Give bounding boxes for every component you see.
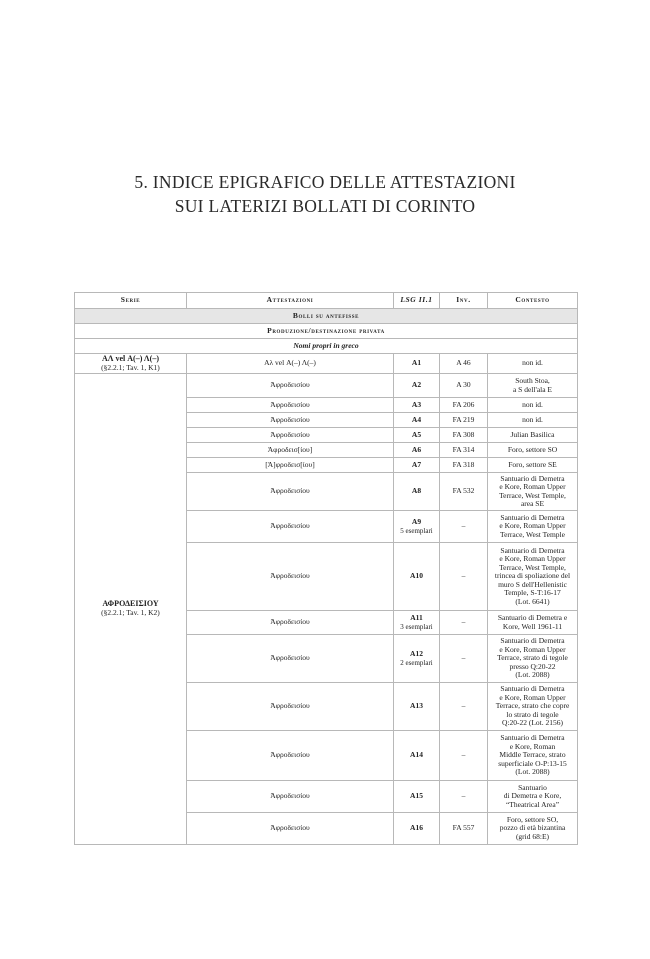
context-line: Foro, settore SO, <box>506 814 559 824</box>
context-line: Santuario di Demetra <box>500 512 565 522</box>
context-cell <box>488 683 578 731</box>
band-nomi: Nomi propri in greco <box>75 339 578 354</box>
header-contesto: Contesto <box>488 293 578 309</box>
context-cell <box>488 511 578 543</box>
lsg-code-cell <box>394 458 440 473</box>
serie-name: ΑΦΡΟΔΕΙΣΙΟΥ <box>102 599 159 609</box>
serie-cell <box>75 374 187 845</box>
context-line: (Lot. 2088) <box>515 670 550 680</box>
context-line: area SE <box>520 498 545 508</box>
inventory-cell: – <box>440 781 488 813</box>
inventory-cell: FA 206 <box>440 398 488 413</box>
context-line: Terrace, strato di tegole <box>497 653 568 663</box>
lsg-code-cell <box>394 413 440 428</box>
inventory-cell: FA 308 <box>440 428 488 443</box>
lsg-code: A13 <box>410 701 423 711</box>
attestazione-cell: Ἀφροδεισίου <box>187 413 394 428</box>
context-line: pozzo di età bizantina <box>499 823 566 833</box>
context-line: e Kore, Roman Upper <box>499 692 566 702</box>
context-cell <box>488 635 578 683</box>
context-line: a S dell'ala E <box>512 384 553 394</box>
context-line: non id. <box>522 358 543 368</box>
context-line: (grid 68:E) <box>515 831 550 841</box>
context-cell <box>488 374 578 398</box>
header-attestazioni: Attestazioni <box>187 293 394 309</box>
specimen-count: 3 esemplari <box>400 622 433 631</box>
context-line: Terrace, strato che copre <box>495 701 570 711</box>
lsg-code-cell <box>394 511 440 543</box>
lsg-code: A6 <box>411 444 422 454</box>
context-cell <box>488 611 578 635</box>
context-line: Santuario <box>518 782 547 792</box>
page-title <box>0 170 650 218</box>
context-cell <box>488 781 578 813</box>
lsg-code: A3 <box>411 399 422 409</box>
header-lsg: LSG II.1 <box>394 293 440 309</box>
context-cell <box>488 354 578 374</box>
attestazione-cell: Ἀφροδεισίου <box>187 635 394 683</box>
context-line: Terrace, West Temple, <box>499 490 566 500</box>
context-line: South Stoa, <box>515 376 550 386</box>
attestazione-cell: Ἀφροδεισίου <box>187 731 394 781</box>
context-line: muro S dell'Hellenistic <box>498 579 567 589</box>
lsg-code: A11 <box>410 612 423 622</box>
context-line: Terrace, West Temple, <box>499 562 566 572</box>
inventory-cell: FA 557 <box>440 813 488 845</box>
inventory-cell: – <box>440 731 488 781</box>
serie-name: ΑΛ vel Α(–) Λ(–) <box>101 353 159 363</box>
context-line: Santuario di Demetra e <box>497 613 568 623</box>
title-line-2: SUI LATERIZI BOLLATI DI CORINTO <box>174 196 476 216</box>
context-line: Kore, Well 1961-11 <box>502 621 563 631</box>
band-produzione: Produzione/destinazione privata <box>75 324 578 339</box>
attestazione-cell: Ἀφροδεισίου <box>187 398 394 413</box>
lsg-code-cell <box>394 731 440 781</box>
attestazione-cell: Αλ vel Α(–) Λ(–) <box>187 354 394 374</box>
lsg-code: A7 <box>411 459 422 469</box>
context-cell <box>488 398 578 413</box>
serie-ref: (§2.2.1; Tav. 1, K1) <box>101 362 160 372</box>
attestazione-cell: Ἀφροδεισίου <box>187 781 394 813</box>
context-line: e Kore, Roman Upper <box>499 644 566 654</box>
inventory-cell: – <box>440 635 488 683</box>
context-line: presso Q:20-22 <box>509 661 556 671</box>
context-line: Julian Basilica <box>510 429 555 439</box>
band-bolli: Bolli su antefisse <box>75 309 578 324</box>
lsg-code-cell <box>394 443 440 458</box>
context-line: lo strato di tegole <box>506 709 559 719</box>
header-inv: Inv. <box>440 293 488 309</box>
context-line: trincea di spoliazione del <box>494 571 571 581</box>
lsg-code: A10 <box>410 571 423 581</box>
inventory-cell: – <box>440 511 488 543</box>
serie-ref: (§2.2.1; Tav. 1, K2) <box>101 608 160 617</box>
context-line: di Demetra e Kore, <box>503 791 562 801</box>
lsg-code-cell <box>394 473 440 511</box>
lsg-code: A5 <box>411 429 422 439</box>
inventory-cell: – <box>440 543 488 611</box>
lsg-code: A15 <box>410 791 423 801</box>
lsg-code-cell <box>394 635 440 683</box>
lsg-code-cell <box>394 374 440 398</box>
attestazione-cell: Ἀφροδεισίου <box>187 473 394 511</box>
attestazione-cell: Ἀφροδεισίου <box>187 428 394 443</box>
inventory-cell: A 46 <box>440 354 488 374</box>
lsg-code: A2 <box>411 380 422 390</box>
lsg-code: A4 <box>411 414 422 424</box>
context-line: Santuario di Demetra <box>500 546 565 556</box>
context-line: non id. <box>522 399 543 409</box>
context-line: Terrace, West Temple <box>500 529 565 539</box>
context-line: superficiale O-P:13-15 <box>498 758 567 768</box>
lsg-code-cell <box>394 813 440 845</box>
attestazione-cell: [Ἀ]φροδεισ[ίου] <box>187 458 394 473</box>
context-line: e Kore, Roman Upper <box>499 521 566 531</box>
context-line: e Kore, Roman Upper <box>499 482 566 492</box>
context-cell <box>488 413 578 428</box>
context-cell <box>488 428 578 443</box>
header-serie: Serie <box>75 293 187 309</box>
specimen-count: 2 esemplari <box>400 658 433 667</box>
attestazione-cell: Ἀφροδεισίου <box>187 683 394 731</box>
context-line: e Kore, Roman <box>509 741 556 751</box>
attestazione-cell: Ἀφροδεισ[ίου] <box>187 443 394 458</box>
lsg-code-cell <box>394 354 440 374</box>
attestazione-cell: Ἀφροδεισίου <box>187 374 394 398</box>
lsg-code: A12 <box>410 648 423 658</box>
context-cell <box>488 443 578 458</box>
context-line: e Kore, Roman Upper <box>499 554 566 564</box>
header-row <box>75 293 578 309</box>
inventory-cell: FA 318 <box>440 458 488 473</box>
context-cell <box>488 543 578 611</box>
serie-cell <box>75 354 187 374</box>
context-line: Middle Terrace, strato <box>499 750 566 760</box>
table-row <box>75 354 578 374</box>
epigraphic-index-table <box>74 292 578 845</box>
context-cell <box>488 731 578 781</box>
context-line: Temple, S-T:16-17 <box>504 588 561 598</box>
context-line: Santuario di Demetra <box>500 473 565 483</box>
attestazione-cell: Ἀφροδεισίου <box>187 611 394 635</box>
lsg-code: A16 <box>410 823 423 833</box>
context-line: Foro, settore SO <box>507 444 558 454</box>
inventory-cell: FA 532 <box>440 473 488 511</box>
context-cell <box>488 473 578 511</box>
inventory-cell: FA 219 <box>440 413 488 428</box>
lsg-code-cell <box>394 781 440 813</box>
context-line: non id. <box>522 414 543 424</box>
context-cell <box>488 458 578 473</box>
lsg-code-cell <box>394 543 440 611</box>
attestazione-cell: Ἀφροδεισίου <box>187 543 394 611</box>
context-line: (Lot. 6641) <box>515 596 550 606</box>
attestazione-cell: Ἀφροδεισίου <box>187 511 394 543</box>
context-line: Santuario di Demetra <box>500 636 565 646</box>
lsg-code: A9 <box>411 516 422 526</box>
context-line: Q:20-22 (Lot. 2156) <box>501 718 564 728</box>
lsg-code-cell <box>394 611 440 635</box>
lsg-code: A1 <box>411 358 422 368</box>
lsg-code: A8 <box>411 486 422 496</box>
lsg-code-cell <box>394 428 440 443</box>
context-line: (Lot. 2088) <box>515 767 550 777</box>
context-line: Santuario di Demetra <box>500 684 565 694</box>
title-line-1: 5. INDICE EPIGRAFICO DELLE ATTESTAZIONI <box>134 172 516 192</box>
inventory-cell: – <box>440 611 488 635</box>
lsg-code: A14 <box>410 750 423 760</box>
lsg-code-cell <box>394 683 440 731</box>
inventory-cell: – <box>440 683 488 731</box>
context-line: Santuario di Demetra <box>500 733 565 743</box>
inventory-cell: FA 314 <box>440 443 488 458</box>
context-line: Foro, settore SE <box>508 459 557 469</box>
context-line: “Theatrical Area” <box>505 799 560 809</box>
context-cell <box>488 813 578 845</box>
table-row <box>75 374 578 398</box>
specimen-count: 5 esemplari <box>400 526 433 535</box>
inventory-cell: A 30 <box>440 374 488 398</box>
lsg-code-cell <box>394 398 440 413</box>
attestazione-cell: Ἀφροδεισίου <box>187 813 394 845</box>
